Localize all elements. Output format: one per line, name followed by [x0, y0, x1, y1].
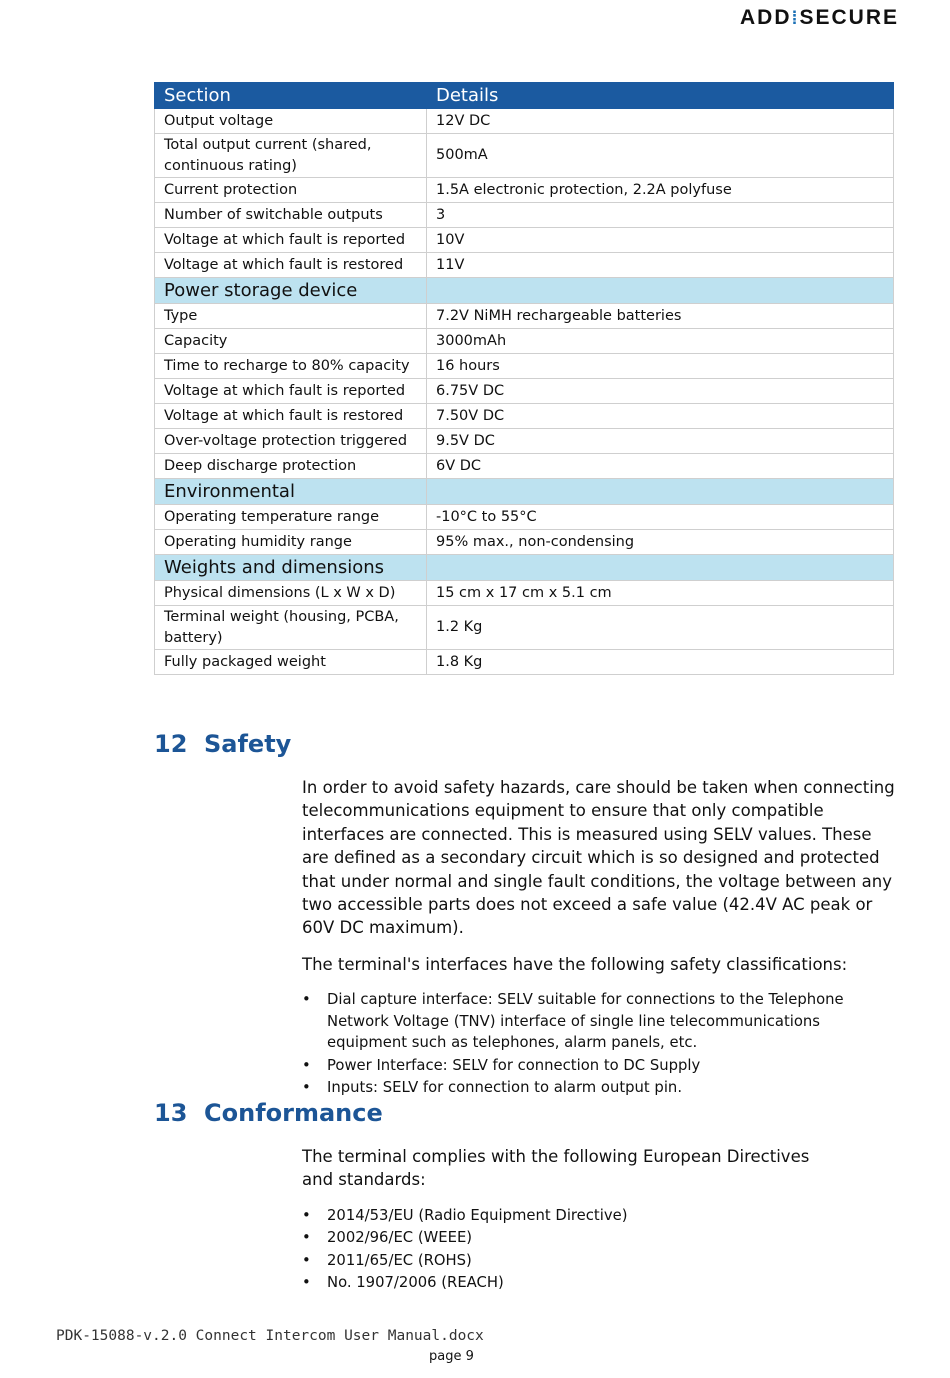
list-item: • No. 1907/2006 (REACH) [302, 1272, 842, 1294]
heading-number: 12 [154, 730, 188, 758]
cell-section: Power storage device [155, 278, 427, 304]
cell-section: Operating temperature range [155, 505, 427, 530]
cell-details: 1.8 Kg [427, 650, 894, 675]
cell-details: 6.75V DC [427, 379, 894, 404]
table-row [155, 379, 894, 404]
logo-right: SECURE [799, 6, 900, 29]
paragraph: The terminal complies with the following European Directives and standards: [302, 1147, 810, 1190]
cell-section: Voltage at which fault is restored [155, 253, 427, 278]
cell-section: Output voltage [155, 109, 427, 134]
cell-details: 9.5V DC [427, 429, 894, 454]
cell-section: Terminal weight (housing, PCBA, battery) [155, 606, 427, 650]
paragraph: The terminal's interfaces have the following safety classifications: [302, 954, 848, 974]
cell-details [427, 555, 894, 581]
cell-details: 12V DC [427, 109, 894, 134]
cell-section: Voltage at which fault is restored [155, 404, 427, 429]
conformance-list [302, 1205, 842, 1294]
cell-details [427, 479, 894, 505]
header-section: Section [155, 83, 427, 109]
list-item: • Dial capture interface: SELV suitable for connections to the Telephone Network Voltage (TNV) interface of single line telecommunications equipment such as telephones, alarm panels, etc. [302, 989, 897, 1054]
header-details: Details [427, 83, 894, 109]
cell-details: -10°C to 55°C [427, 505, 894, 530]
conformance-body [302, 1145, 842, 1295]
heading-title: Safety [204, 730, 292, 758]
cell-section: Environmental [155, 479, 427, 505]
logo-left: ADD [740, 6, 792, 29]
cell-section: Total output current (shared, continuous rating) [155, 134, 427, 178]
paragraph: In order to avoid safety hazards, care should be taken when connecting telecommunications equipment to ensure that only compatible interfaces are connected. This is measured using SELV values. These are defined as a secondary circuit which is so designed and protected that under normal and single fault conditions, the voltage between any two accessible parts does not exceed a safe value (42.4V AC peak or 60V DC maximum). [302, 778, 895, 938]
cell-section: Operating humidity range [155, 530, 427, 555]
cell-section: Number of switchable outputs [155, 203, 427, 228]
footer-document-name: PDK-15088-v.2.0 Connect Intercom User Manual.docx [56, 1328, 484, 1344]
table-section-row [155, 555, 894, 581]
cell-details: 500mA [427, 134, 894, 178]
table-row [155, 354, 894, 379]
table-row [155, 134, 894, 178]
cell-section: Voltage at which fault is reported [155, 228, 427, 253]
heading-title: Conformance [204, 1099, 383, 1127]
heading-number: 13 [154, 1099, 188, 1127]
list-item: • 2002/96/EC (WEEE) [302, 1227, 842, 1249]
cell-details: 95% max., non-condensing [427, 530, 894, 555]
cell-section: Physical dimensions (L x W x D) [155, 581, 427, 606]
cell-details: 1.2 Kg [427, 606, 894, 650]
table-row [155, 109, 894, 134]
table-header [155, 83, 894, 109]
cell-details: 7.2V NiMH rechargeable batteries [427, 304, 894, 329]
cell-section: Capacity [155, 329, 427, 354]
cell-section: Weights and dimensions [155, 555, 427, 581]
cell-section: Voltage at which fault is reported [155, 379, 427, 404]
table-row [155, 203, 894, 228]
cell-details: 15 cm x 17 cm x 5.1 cm [427, 581, 894, 606]
addsecure-logo [740, 6, 899, 30]
table-row [155, 581, 894, 606]
table-row [155, 329, 894, 354]
cell-section: Fully packaged weight [155, 650, 427, 675]
table-row [155, 228, 894, 253]
cell-details: 11V [427, 253, 894, 278]
table-row [155, 429, 894, 454]
page-number: page 9 [429, 1349, 474, 1364]
table-row [155, 606, 894, 650]
list-item: • Inputs: SELV for connection to alarm output pin. [302, 1077, 897, 1099]
table-row [155, 178, 894, 203]
table-row [155, 505, 894, 530]
table-row [155, 253, 894, 278]
cell-section: Current protection [155, 178, 427, 203]
cell-details [427, 278, 894, 304]
cell-section: Over-voltage protection triggered [155, 429, 427, 454]
table-row [155, 530, 894, 555]
table-section-row [155, 278, 894, 304]
cell-section: Type [155, 304, 427, 329]
section-heading-conformance [154, 1099, 383, 1127]
cell-details: 10V [427, 228, 894, 253]
table-row [155, 304, 894, 329]
list-item: • 2014/53/EU (Radio Equipment Directive) [302, 1205, 842, 1227]
table-row [155, 404, 894, 429]
table-section-row [155, 479, 894, 505]
table-row [155, 454, 894, 479]
cell-details: 3000mAh [427, 329, 894, 354]
cell-section: Deep discharge protection [155, 454, 427, 479]
list-item: • 2011/65/EC (ROHS) [302, 1250, 842, 1272]
safety-body [302, 776, 897, 1100]
cell-details: 7.50V DC [427, 404, 894, 429]
cell-details: 16 hours [427, 354, 894, 379]
cell-details: 3 [427, 203, 894, 228]
cell-details: 1.5A electronic protection, 2.2A polyfuse [427, 178, 894, 203]
list-item: • Power Interface: SELV for connection to DC Supply [302, 1055, 897, 1077]
cell-details: 6V DC [427, 454, 894, 479]
safety-list [302, 989, 897, 1099]
table-row [155, 650, 894, 675]
cell-section: Time to recharge to 80% capacity [155, 354, 427, 379]
logo-separator: ⁞ [791, 8, 800, 28]
section-heading-safety [154, 730, 291, 758]
specifications-table [154, 82, 894, 675]
